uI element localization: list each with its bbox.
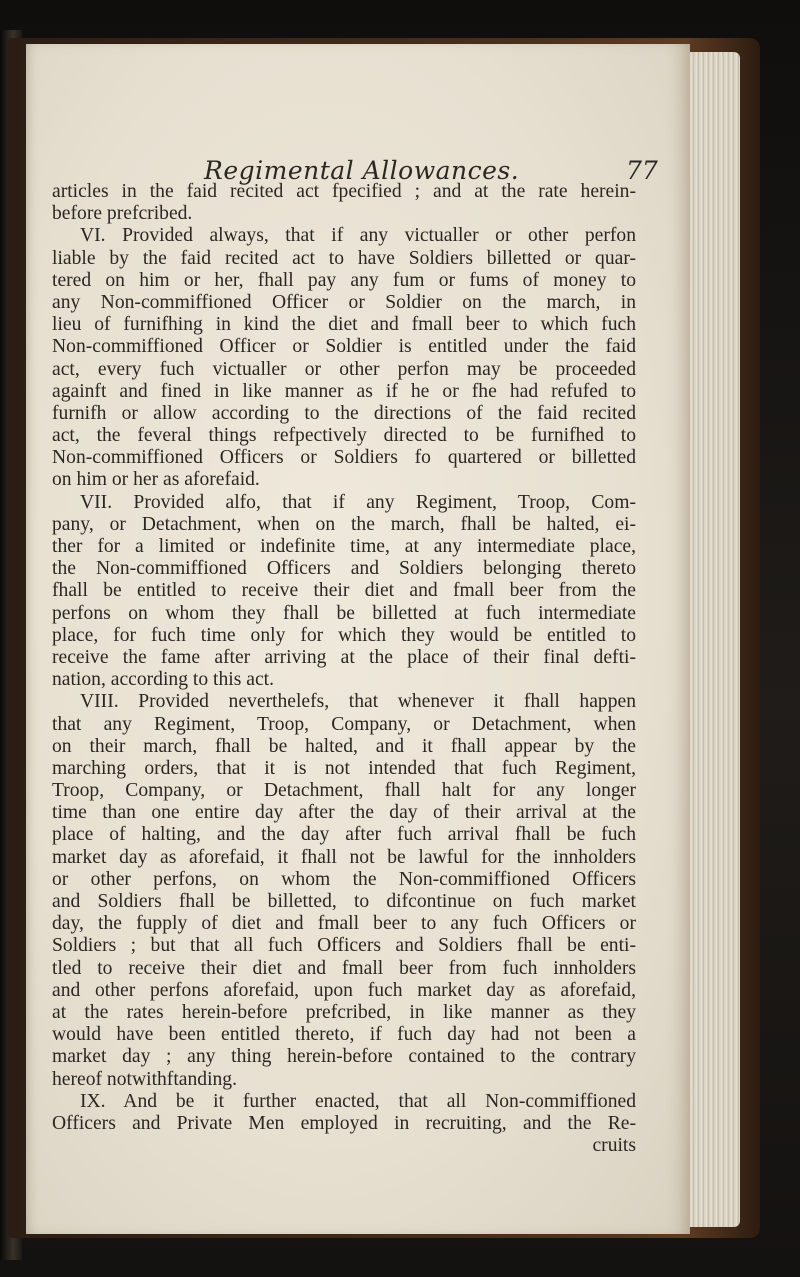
text-line: and other perfons aforefaid, upon fuch market day as aforefaid, [52, 979, 636, 1001]
text-line: articles in the faid recited act fpecified ; and at the rate herein- [52, 181, 636, 202]
text-line: nation, according to this act. [52, 669, 274, 691]
text-line: VI. Provided always, that if any victualler or other perfon [80, 225, 636, 247]
catchword: cruits [592, 1135, 636, 1157]
text-line: IX. And be it further enacted, that all Non-commiffioned [80, 1090, 636, 1112]
text-line: tered on him or her, fhall pay any fum or fums of money to [52, 269, 636, 291]
text-line: that any Regiment, Troop, Company, or Detachment, when [52, 713, 636, 735]
book-page [26, 44, 690, 1234]
text-line: act, every fuch victualler or other perfon may be proceeded [52, 358, 636, 380]
text-line: Officers and Private Men employed in recruiting, and the Re- [52, 1112, 636, 1134]
text-line: or other perfons, on whom the Non-commiffioned Officers [52, 868, 636, 890]
text-line: tled to receive their diet and fmall beer from fuch innholders [52, 957, 636, 979]
text-line: fhall be entitled to receive their diet and fmall beer from the [52, 580, 636, 602]
text-line: any Non-commiffioned Officer or Soldier on the march, in [52, 291, 636, 313]
text-line: before prefcribed. [52, 203, 193, 225]
text-line: pany, or Detachment, when on the march, fhall be halted, ei- [52, 513, 636, 535]
text-line: on him or her as aforefaid. [52, 469, 260, 491]
text-line: Troop, Company, or Detachment, fhall halt for any longer [52, 780, 636, 802]
text-line: hereof notwithftanding. [52, 1068, 238, 1090]
text-line: place of halting, and the day after fuch arrival fhall be fuch [52, 824, 636, 846]
text-line: the Non-commiffioned Officers and Soldiers belonging thereto [52, 558, 636, 580]
text-line: act, the feveral things refpectively directed to be furnifhed to [52, 425, 636, 447]
text-line: time than one entire day after the day of their arrival at the [52, 802, 636, 824]
text-line: marching orders, that it is not intended that fuch Regiment, [52, 757, 636, 779]
text-line: at the rates herein-before prefcribed, in like manner as they [52, 1001, 636, 1023]
text-line: receive the fame after arriving at the place of their final defti- [52, 646, 636, 668]
text-line: on their march, fhall be halted, and it fhall appear by the [52, 735, 636, 757]
text-line: day, the fupply of diet and fmall beer to any fuch Officers or [52, 913, 636, 935]
text-line: VII. Provided alfo, that if any Regiment, Troop, Com- [80, 491, 636, 513]
text-line: Non-commiffioned Officers or Soldiers fo quartered or billetted [52, 447, 636, 469]
running-title: Regimental Allowances. [204, 156, 520, 185]
text-line: market day as aforefaid, it fhall not be lawful for the innholders [52, 846, 636, 868]
text-line: market day ; any thing herein-before contained to the contrary [52, 1046, 636, 1068]
text-line: VIII. Provided neverthelefs, that whenever it fhall happen [80, 691, 636, 713]
text-line: place, for fuch time only for which they would be entitled to [52, 624, 636, 646]
text-line: Non-commiffioned Officer or Soldier is entitled under the faid [52, 336, 636, 358]
body-text [52, 181, 636, 1157]
text-line: liable by the faid recited act to have Soldiers billetted or quar- [52, 247, 636, 269]
text-line: and Soldiers fhall be billetted, to difcontinue on fuch market [52, 891, 636, 912]
text-line: lieu of furnifhing in kind the diet and fmall beer to which fuch [52, 314, 636, 336]
text-line: would have been entitled thereto, if fuch day had not been a [52, 1024, 636, 1046]
text-line: ther for a limited or indefinite time, at any intermediate place, [52, 536, 636, 557]
page-number: 77 [626, 156, 658, 185]
text-line: againft and fined in like manner as if he or fhe had refufed to [52, 380, 636, 402]
text-line: furnifh or allow according to the directions of the faid recited [52, 402, 636, 424]
text-line: perfons on whom they fhall be billetted at fuch intermediate [52, 602, 636, 624]
text-line: Soldiers ; but that all fuch Officers and Soldiers fhall be enti- [52, 935, 636, 957]
